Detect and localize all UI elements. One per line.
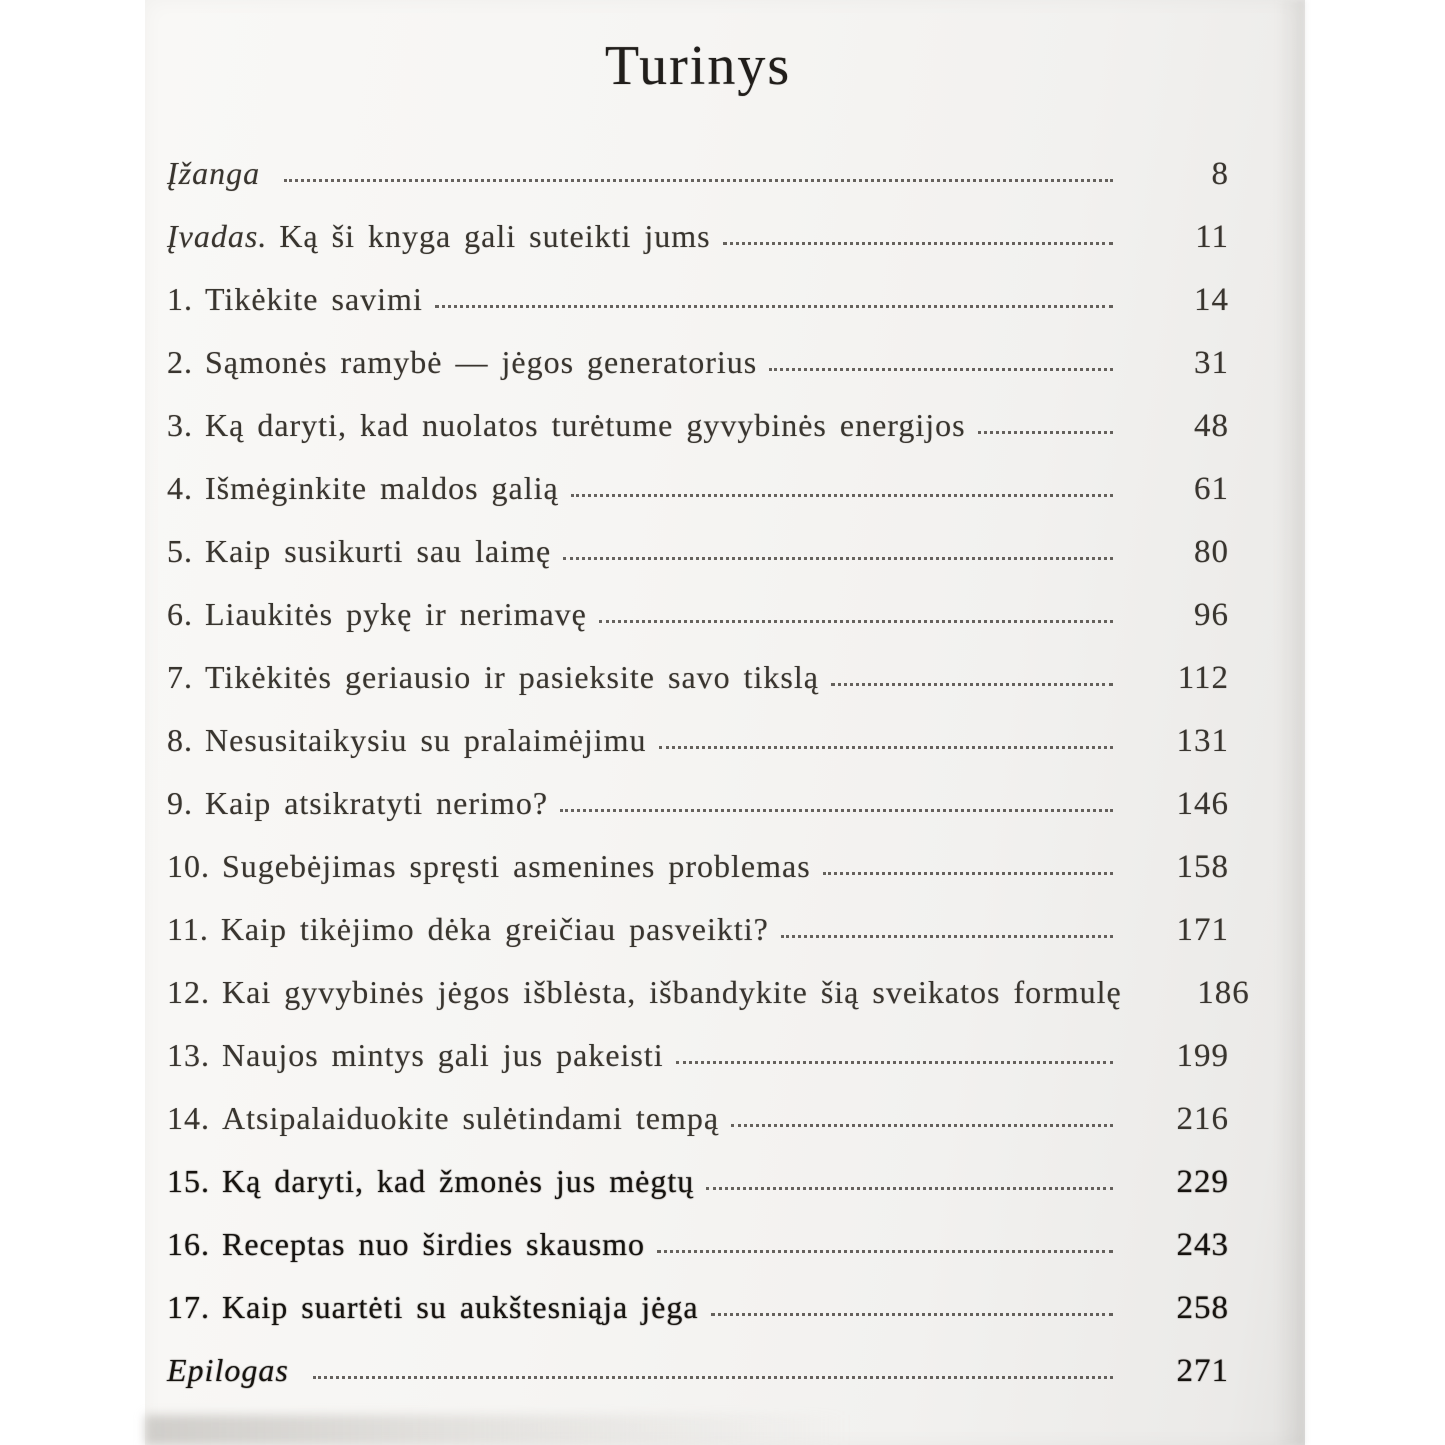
entry-label: Sąmonės ramybė — jėgos generatorius <box>205 344 758 380</box>
entry-number: 12. <box>167 974 210 1010</box>
leader-dots <box>676 1061 1113 1064</box>
leader-dots <box>659 746 1114 749</box>
entry-page-number: 186 <box>1197 975 1250 1011</box>
entry-page-number: 258 <box>1176 1290 1229 1326</box>
book-page <box>145 0 1305 1445</box>
entry-number: 5. <box>167 533 193 569</box>
toc-entry <box>167 898 1229 961</box>
entry-label: Receptas nuo širdies skausmo <box>222 1226 646 1262</box>
toc-list <box>167 142 1250 1402</box>
toc-entry <box>167 268 1229 331</box>
entry-page-number: 271 <box>1176 1353 1229 1389</box>
entry-page-number: 158 <box>1176 849 1229 885</box>
entry-number: 1. <box>167 281 193 317</box>
entry-number: 6. <box>167 596 193 632</box>
leader-dots <box>571 494 1113 497</box>
leader-dots <box>599 620 1113 623</box>
toc-entry <box>167 1024 1229 1087</box>
entry-label: Ką daryti, kad žmonės jus mėgtų <box>222 1163 695 1199</box>
entry-number: 13. <box>167 1037 210 1073</box>
toc-entry <box>167 772 1229 835</box>
toc-entry <box>167 646 1229 709</box>
leader-dots <box>723 242 1113 245</box>
entry-label: Ką ši knyga gali suteikti jums <box>279 218 711 254</box>
entry-label-italic: Įvadas. <box>167 218 268 254</box>
entry-label: Kai gyvybinės jėgos išblėsta, išbandykite šią sveikatos formulę <box>222 974 1122 1010</box>
leader-dots <box>731 1124 1113 1127</box>
leader-dots <box>978 431 1113 434</box>
leader-dots <box>706 1187 1113 1190</box>
toc-entry <box>167 1276 1229 1339</box>
leader-dots <box>781 935 1113 938</box>
entry-label: Tikėkite savimi <box>205 281 423 317</box>
page-title: Turinys <box>604 35 792 97</box>
entry-label: Kaip suartėti su aukštesniąja jėga <box>222 1289 699 1325</box>
entry-page-number: 112 <box>1177 660 1229 696</box>
entry-page-number: 229 <box>1176 1164 1229 1200</box>
toc-entry <box>167 1150 1229 1213</box>
toc-entry <box>167 583 1229 646</box>
leader-dots <box>284 179 1113 182</box>
entry-number: 2. <box>167 344 193 380</box>
leader-dots <box>435 305 1113 308</box>
toc-entry <box>167 835 1229 898</box>
entry-page-number: 96 <box>1194 597 1229 633</box>
entry-label: Išmėginkite maldos galią <box>205 470 559 506</box>
entry-number: 14. <box>167 1100 210 1136</box>
entry-page-number: 61 <box>1194 471 1229 507</box>
leader-dots <box>823 872 1113 875</box>
entry-page-number: 171 <box>1176 912 1229 948</box>
entry-label: Tikėkitės geriausio ir pasieksite savo tikslą <box>205 659 819 695</box>
entry-label: Naujos mintys gali jus pakeisti <box>222 1037 664 1073</box>
toc-entry <box>167 394 1229 457</box>
entry-label-italic: Epilogas <box>167 1352 289 1388</box>
leader-dots <box>657 1250 1113 1253</box>
entry-label: Atsipalaiduokite sulėtindami tempą <box>222 1100 720 1136</box>
entry-number: 17. <box>167 1289 210 1325</box>
entry-page-number: 11 <box>1195 219 1229 255</box>
entry-page-number: 131 <box>1176 723 1229 759</box>
toc-entry <box>167 1213 1229 1276</box>
leader-dots <box>560 809 1113 812</box>
toc-entry <box>167 1087 1229 1150</box>
leader-dots <box>711 1313 1113 1316</box>
toc-entry <box>167 457 1229 520</box>
leader-dots <box>769 368 1113 371</box>
entry-page-number: 31 <box>1194 345 1229 381</box>
entry-page-number: 243 <box>1176 1227 1229 1263</box>
entry-page-number: 216 <box>1176 1101 1229 1137</box>
entry-label: Liaukitės pykę ir nerimavę <box>205 596 587 632</box>
leader-dots <box>313 1376 1113 1379</box>
entry-number: 7. <box>167 659 193 695</box>
entry-number: 3. <box>167 407 193 443</box>
entry-label: Kaip susikurti sau laimę <box>205 533 552 569</box>
entry-page-number: 146 <box>1176 786 1229 822</box>
entry-number: 15. <box>167 1163 210 1199</box>
entry-page-number: 8 <box>1211 156 1229 192</box>
toc-entry <box>167 709 1229 772</box>
entry-page-number: 199 <box>1176 1038 1229 1074</box>
toc-entry <box>167 205 1229 268</box>
toc-entry <box>167 1339 1229 1402</box>
entry-number: 9. <box>167 785 193 821</box>
entry-label: Sugebėjimas spręsti asmenines problemas <box>222 848 811 884</box>
entry-number: 4. <box>167 470 193 506</box>
entry-label-italic: Įžanga <box>167 155 261 191</box>
entry-number: 10. <box>167 848 210 884</box>
entry-page-number: 14 <box>1194 282 1229 318</box>
entry-label: Nesusitaikysiu su pralaimėjimu <box>205 722 647 758</box>
leader-dots <box>831 683 1113 686</box>
toc-entry <box>167 331 1229 394</box>
toc-entry <box>167 142 1229 205</box>
entry-page-number: 48 <box>1194 408 1229 444</box>
page-content <box>167 0 1250 1402</box>
toc-entry <box>167 520 1229 583</box>
leader-dots <box>563 557 1113 560</box>
entry-label: Kaip atsikratyti nerimo? <box>205 785 549 821</box>
entry-label: Kaip tikėjimo dėka greičiau pasveikti? <box>220 911 769 947</box>
entry-number: 11. <box>167 911 209 947</box>
entry-label: Ką daryti, kad nuolatos turėtume gyvybinės energijos <box>205 407 966 443</box>
toc-entry <box>167 961 1250 1024</box>
entry-number: 16. <box>167 1226 210 1262</box>
entry-number: 8. <box>167 722 193 758</box>
entry-page-number: 80 <box>1194 534 1229 570</box>
